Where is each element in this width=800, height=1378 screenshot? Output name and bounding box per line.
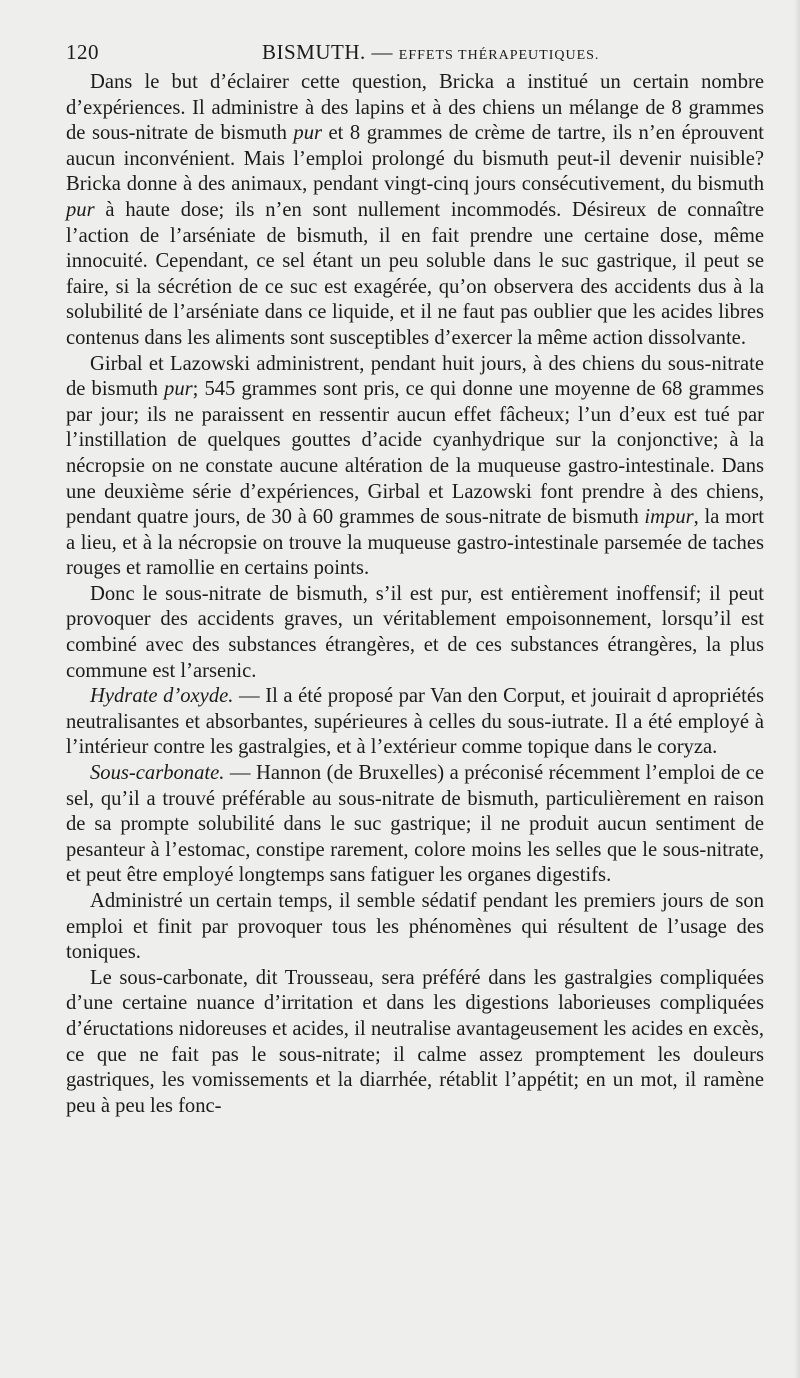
body-text — [66, 70, 764, 1119]
paragraph — [66, 684, 764, 761]
italic-text: pur — [66, 198, 95, 221]
italic-text: Sous-carbonate. — [90, 762, 225, 785]
running-title-separator: — — [371, 40, 394, 64]
paragraph — [66, 889, 764, 966]
paragraph — [66, 966, 764, 1120]
text-run: Donc le sous-nitrate de bismuth, s’il est pur, est entièrement inoffensif; il peut provoquer des accidents graves, un véritablement empoisonnement, lorsqu’il est combiné avec des substances étrangères, et de ces substances étrangères, la plus commune est l’arsenic. — [66, 582, 764, 682]
text-run: Dans le but d’éclairer cette question, Bricka a institué un certain nombre d’expériences. Il administre à des lapins et à des chiens un mélange de 8 grammes de sous-nitrate de bismuth — [66, 71, 764, 145]
running-head — [66, 40, 764, 70]
text-run: Le sous-carbonate, dit Trousseau, sera préféré dans les gastralgies compliquées d’une certaine nuance d’irritation et dans les digestions laborieuses compliquées d’éructations nidoreuses et acides, il neutralise avantageusement les acides en excès, ce que ne fait pas le sous-nitrate; il calme assez promptement les douleurs gastriques, les vomissements et la diarrhée, rétablit l’appétit; en un mot, il ramène peu à peu les fonc- — [66, 966, 764, 1117]
running-title-main: BISMUTH. — [262, 40, 366, 64]
page-number: 120 — [66, 40, 99, 64]
italic-text: pur — [164, 378, 193, 401]
italic-text: impur — [644, 506, 694, 529]
paragraph — [66, 70, 764, 352]
text-run: , la mort a lieu, et à la nécropsie on trouve la muqueuse gastro-intestinale parsemée de taches rouges et ramollie en certains points. — [66, 506, 765, 580]
text-run: — Hannon (de Bruxelles) a préconisé récemment l’emploi de ce sel, qu’il a trouvé préférable au sous-nitrate de bismuth, particulièrement en raison de sa prompte solubilité dans le suc gastrique; il ne produit aucun sentiment de pesanteur à l’estomac, constipe rarement, colore moins les selles que le sous-nitrate, et peut être employé longtemps sans fatiguer les organes digestifs. — [66, 762, 764, 887]
running-title-subtitle: EFFETS THÉRAPEUTIQUES. — [398, 48, 600, 63]
paragraph — [66, 582, 764, 684]
text-run: Girbal et Lazowski administrent, pendant huit jours, à des chiens du sous-nitrate de bismuth — [66, 352, 764, 401]
paragraph — [66, 761, 764, 889]
text-run: et 8 grammes de crème de tartre, ils n’en éprouvent aucun inconvénient. Mais l’emploi prolongé du bismuth peut-il devenir nuisible? Bricka donne à des animaux, pendant vingt-cinq jours consécutivement, du bismuth — [66, 122, 764, 196]
italic-text: pur — [293, 122, 323, 145]
text-run: Administré un certain temps, il semble sédatif pendant les premiers jours de son emploi et finit par provoquer tous les phénomènes qui résultent de l’usage des toniques. — [66, 890, 764, 964]
page-gutter-shadow — [794, 0, 800, 1378]
text-run: à haute dose; ils n’en sont nullement incommodés. Désireux de connaître l’action de l’arséniate de bismuth, il en fait prendre une certaine dose, même innocuité. Cependant, ce sel étant un peu soluble dans le suc gastrique, il peut se faire, si la sécrétion de ce suc est exagérée, qu’on observera des accidents dus à la solubilité de l’arséniate dans ce liquide, et il ne faut pas oublier que les acides libres contenus dans les aliments sont susceptibles d’exercer la même action dissolvante. — [66, 198, 764, 349]
italic-text: Hydrate d’oxyde. — [90, 685, 234, 708]
text-run: — Il a été proposé par Van den Corput, et jouirait d apropriétés neutralisantes et absorbantes, supérieures à celles du sous-iutrate. Il a été employé à l’intérieur contre les gastralgies, et à l’extérieur comme topique dans le coryza. — [66, 685, 765, 759]
running-title — [262, 40, 599, 65]
paragraph — [66, 352, 764, 582]
text-run: ; 545 grammes sont pris, ce qui donne une moyenne de 68 grammes par jour; ils ne paraissent en ressentir aucun effet fâcheux; l’un d’eux est tué par l’instillation de quelques gouttes d’acide cyanhydrique sur la conjonctive; à la nécropsie on ne constate aucune altération de la muqueuse gastro-intestinale. Dans une deuxième série d’expériences, Girbal et Lazowski font prendre à des chiens, pendant quatre jours, de 30 à 60 grammes de sous-nitrate de bismuth — [66, 378, 764, 529]
